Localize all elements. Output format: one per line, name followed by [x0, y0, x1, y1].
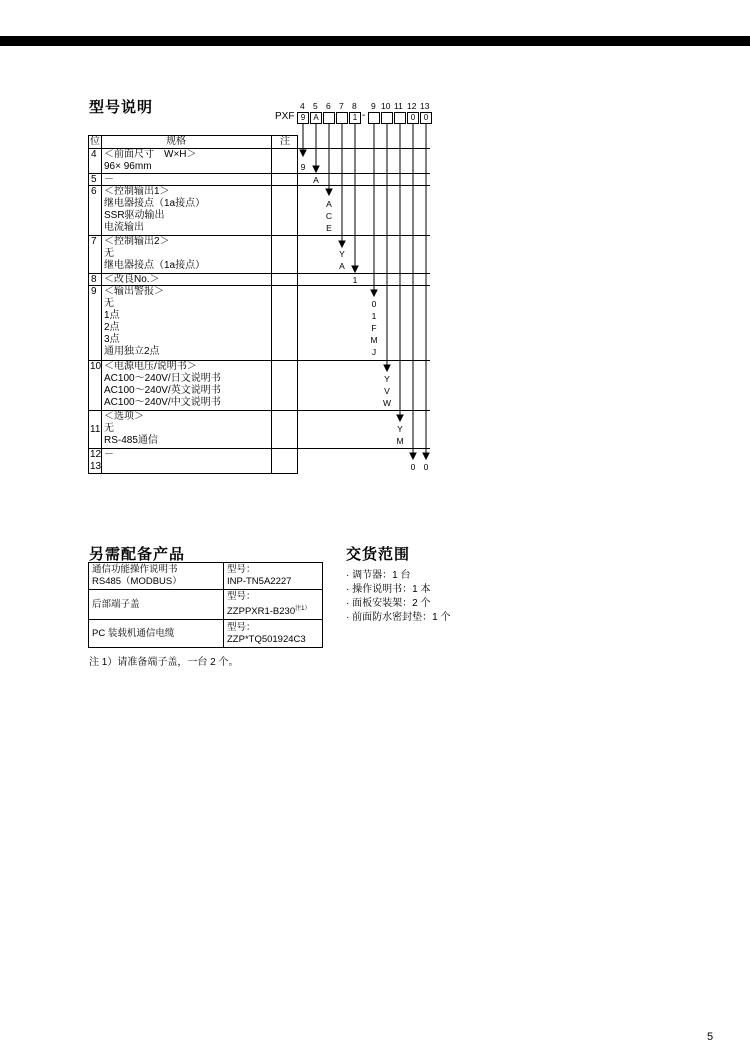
delivery-item: · 调节器：1 台 [346, 570, 411, 581]
accessories-title: 另需配备产品 [89, 546, 186, 563]
option-code: J [371, 347, 377, 357]
code-box: 0 [407, 112, 419, 124]
accessory-name [89, 563, 224, 590]
delivery-item: · 操作说明书：1 本 [346, 584, 431, 595]
spec-line: 通用独立2点 [104, 346, 160, 357]
spec-line: ＜改良No.＞ [104, 274, 160, 285]
accessory-model-number: INP-TN5A2227 [227, 576, 292, 587]
digit-number: 12 [407, 101, 417, 111]
table-row [89, 620, 323, 648]
arrow-head-5 [313, 166, 319, 172]
delivery-item: · 前面防水密封垫：1 个 [346, 612, 451, 623]
accessory-model-label: 型号： [227, 564, 256, 575]
option-code: V [384, 386, 390, 396]
digit-number: 9 [371, 101, 376, 111]
spec-line: AC100～240V/中文说明书 [104, 397, 221, 408]
accessory-name-line: PC 装载机通信电缆 [92, 627, 175, 639]
spec-line: ＜控制输出1＞ [104, 186, 170, 197]
option-code: 1 [371, 311, 377, 321]
arrow-head-8 [352, 266, 358, 272]
option-code: 0 [371, 299, 377, 309]
spec-line: 电流输出 [104, 222, 144, 233]
accessory-model-number: ZZP*TQ501924C3 [227, 633, 306, 645]
accessory-model [224, 590, 323, 620]
accessory-model-label: 型号： [227, 621, 256, 633]
accessories-note: 注 1）请准备端子盖，一台 2 个。 [89, 657, 239, 668]
accessory-model-label: 型号： [227, 591, 256, 602]
accessory-name-line: RS485（MODBUS） [92, 576, 182, 587]
spec-line: 无 [104, 298, 114, 309]
option-code: E [326, 223, 332, 233]
row-pos: 13 [90, 461, 102, 472]
option-code: Y [384, 374, 390, 384]
digit-number: 13 [420, 101, 430, 111]
spec-line: AC100～240V/英文说明书 [104, 385, 221, 396]
digit-number: 4 [300, 101, 305, 111]
spec-line: 无 [104, 423, 114, 434]
arrow-head-9 [371, 290, 377, 296]
arrow-head-11 [397, 415, 403, 421]
spec-line: － [104, 449, 114, 460]
arrow-head-7 [339, 241, 345, 247]
code-box: A [310, 112, 322, 124]
accessory-model [224, 563, 323, 590]
arrow-head-10 [384, 365, 390, 371]
row-pos: 12 [90, 449, 102, 460]
option-code: C [325, 211, 333, 221]
spec-line: RS-485通信 [104, 435, 158, 446]
spec-line: 3点 [104, 334, 120, 345]
accessory-model-number: ZZPPXR1-B230 [227, 606, 296, 618]
spec-line: 2点 [104, 322, 120, 333]
spec-line: ＜电源电压/说明书＞ [104, 361, 197, 372]
model-prefix: PXF [275, 111, 295, 122]
accessories-table [88, 562, 323, 648]
spec-line: － [104, 174, 114, 185]
arrow-head-12 [410, 453, 416, 459]
accessory-model [224, 620, 323, 648]
page-number: 5 [707, 1031, 714, 1043]
spec-line: 96× 96mm [104, 161, 152, 172]
code-box: 9 [297, 112, 309, 124]
option-code: 9 [300, 162, 306, 172]
spec-line: ＜前面尺寸 W×H＞ [104, 149, 197, 160]
option-code: 0 [410, 462, 416, 472]
digit-number: 8 [352, 101, 357, 111]
table-row [89, 563, 323, 590]
spec-line: 继电器接点（1a接点） [104, 260, 206, 271]
accessory-name [89, 590, 224, 620]
digit-number: 6 [326, 101, 331, 111]
row-pos: 7 [91, 236, 97, 247]
arrow-head-6 [326, 189, 332, 195]
row-pos: 10 [90, 361, 102, 372]
option-code: 1 [352, 275, 358, 285]
spec-line: AC100～240V/日文说明书 [104, 373, 221, 384]
spec-line: 1点 [104, 310, 120, 321]
model-section-title: 型号说明 [89, 99, 154, 116]
digit-number: 5 [313, 101, 318, 111]
option-code: Y [397, 424, 403, 434]
table-row [89, 590, 323, 620]
header-spec: 规格 [166, 136, 186, 147]
delivery-item: · 面板安装架：2 个 [346, 598, 431, 609]
option-code: M [370, 335, 378, 345]
accessory-name [89, 620, 224, 648]
header-pos: 位 [90, 136, 100, 147]
option-code: F [371, 323, 377, 333]
row-pos: 8 [91, 274, 97, 285]
code-box: 0 [420, 112, 432, 124]
option-code: W [382, 398, 392, 408]
code-box: 1 [349, 112, 361, 124]
arrow-head-4 [300, 150, 306, 156]
row-pos: 9 [91, 286, 97, 297]
row-pos: 6 [91, 186, 97, 197]
row-pos: 11 [90, 424, 101, 435]
spec-line: 无 [104, 248, 114, 259]
option-code: A [339, 261, 345, 271]
option-code: Y [339, 249, 345, 259]
spec-line: 继电器接点（1a接点） [104, 198, 206, 209]
option-code: M [396, 436, 404, 446]
spec-line: SSR驱动输出 [104, 210, 165, 221]
accessory-name-line: 通信功能操作说明书 [92, 564, 178, 575]
row-pos: 5 [91, 174, 97, 185]
delivery-title: 交货范围 [346, 546, 411, 563]
model-dash: - [362, 110, 366, 121]
option-code: A [326, 199, 332, 209]
spec-line: ＜输出警报＞ [104, 286, 164, 297]
option-code: A [313, 175, 319, 185]
row-pos: 4 [91, 149, 97, 160]
accessory-name-line: 后部端子盖 [92, 598, 140, 610]
digit-number: 7 [339, 101, 344, 111]
option-code: 0 [423, 462, 429, 472]
footnote-mark: 注1） [295, 606, 311, 612]
digit-number: 10 [381, 101, 391, 111]
spec-line: ＜选项＞ [104, 411, 144, 422]
spec-line: ＜控制输出2＞ [104, 236, 170, 247]
arrow-head-13 [423, 453, 429, 459]
header-note: 注 [280, 136, 290, 147]
digit-number: 11 [394, 101, 403, 111]
